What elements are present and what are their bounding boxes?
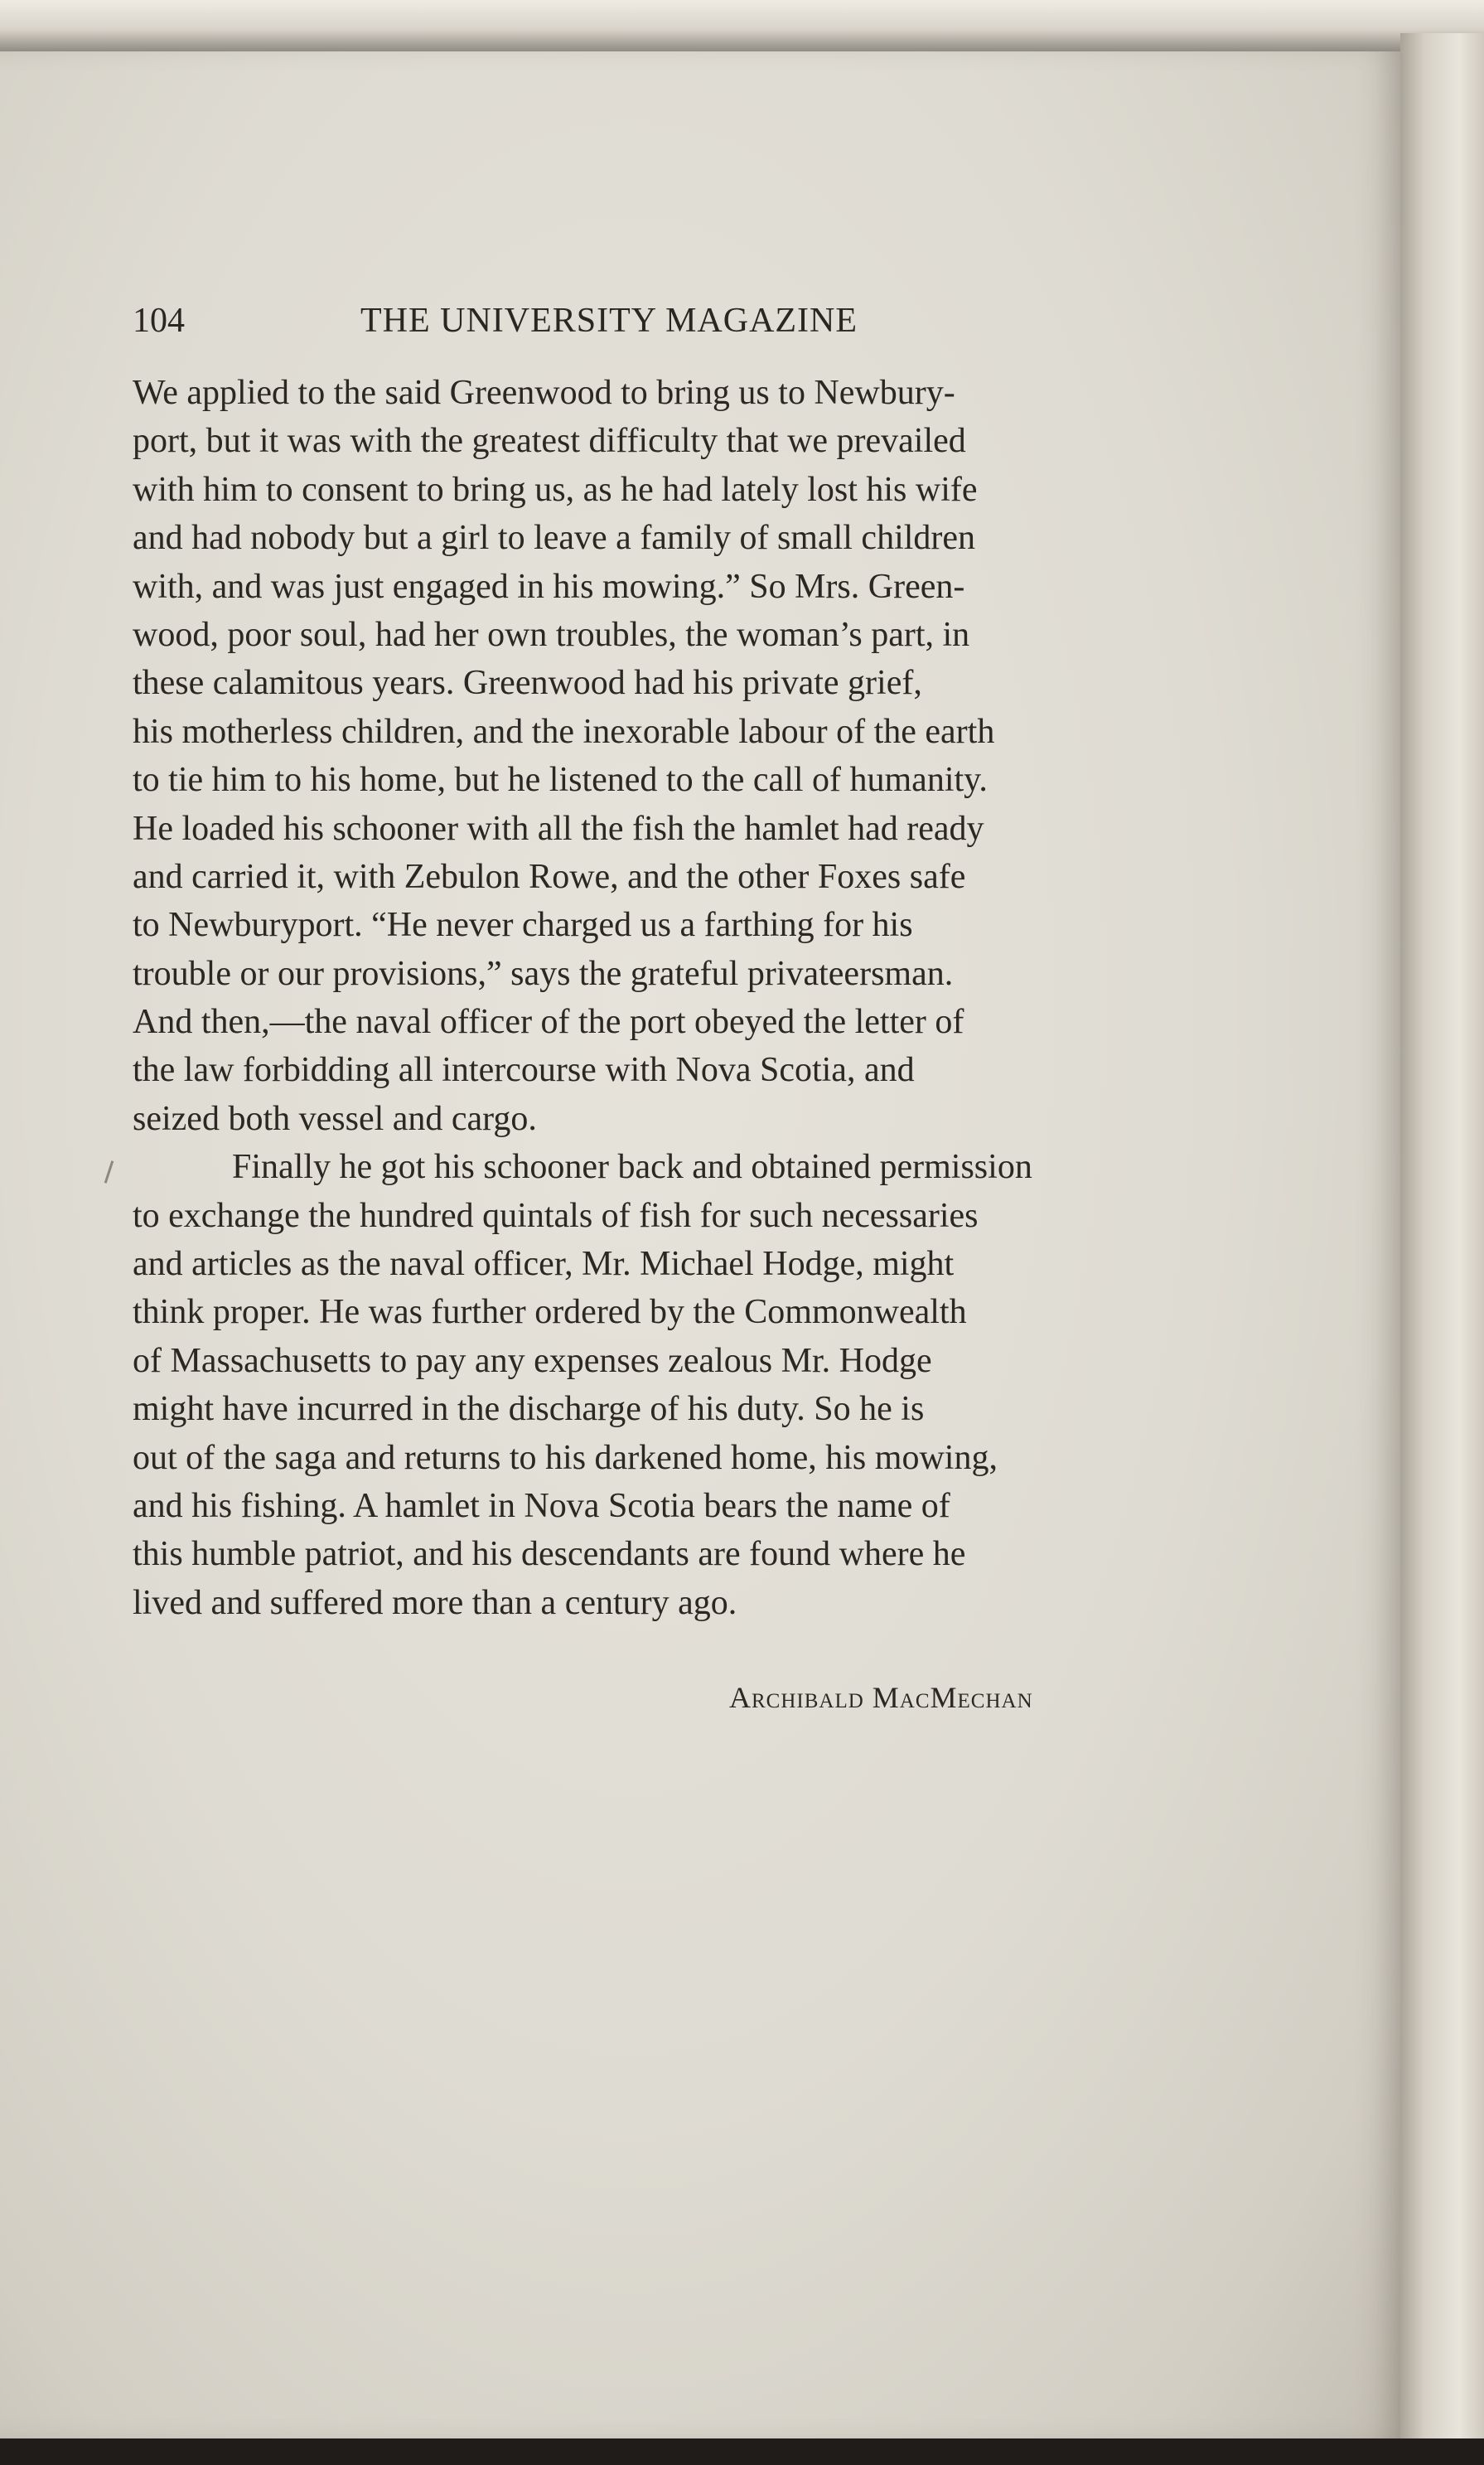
text-line: port, but it was with the greatest difficulty that we prevailed: [133, 422, 966, 461]
author-signature: Archibald MacMechan: [729, 1681, 1033, 1714]
text-line: We applied to the said Greenwood to bring us to Newbury-: [133, 374, 955, 412]
text-line: lived and suffered more than a century ago.: [133, 1583, 737, 1622]
text-line: and his fishing. A hamlet in Nova Scotia bears the name of: [133, 1486, 950, 1525]
text-line: the law forbidding all intercourse with Nova Scotia, and: [133, 1051, 915, 1090]
text-line: with him to consent to bring us, as he had lately lost his wife: [133, 470, 978, 509]
page-header: [133, 292, 1044, 350]
text-line: this humble patriot, and his descendants are found where he: [133, 1535, 966, 1574]
text-line: and had nobody but a girl to leave a family of small children: [133, 519, 976, 558]
text-line: out of the saga and returns to his darkened home, his mowing,: [133, 1438, 998, 1477]
page-number: 104: [133, 302, 185, 340]
text-line: seized both vessel and cargo.: [133, 1099, 537, 1138]
text-line: his motherless children, and the inexorable labour of the earth: [133, 712, 995, 751]
book-bottom-edge: [0, 2438, 1484, 2465]
text-line: think proper. He was further ordered by the Commonwealth: [133, 1293, 967, 1332]
text-line: trouble or our provisions,” says the grateful privateersman.: [133, 954, 954, 993]
text-line: Finally he got his schooner back and obtained permission: [232, 1148, 1032, 1187]
text-line: He loaded his schooner with all the fish the hamlet had ready: [133, 809, 984, 848]
text-line: with, and was just engaged in his mowing.” So Mrs. Green-: [133, 567, 965, 606]
text-line: to tie him to his home, but he listened to the call of humanity.: [133, 761, 988, 800]
text-line: to Newburyport. “He never charged us a farthing for his: [133, 906, 913, 945]
book-page: [0, 51, 1400, 2438]
text-line: And then,—the naval officer of the port obeyed the letter of: [133, 1003, 964, 1042]
text-line: these calamitous years. Greenwood had his private grief,: [133, 664, 922, 703]
text-line: and carried it, with Zebulon Rowe, and the other Foxes safe: [133, 857, 966, 896]
text-line: might have incurred in the discharge of his duty. So he is: [133, 1390, 925, 1429]
text-line: of Massachusetts to pay any expenses zealous Mr. Hodge: [133, 1341, 932, 1380]
running-title: THE UNIVERSITY MAGAZINE: [360, 302, 858, 340]
text-line: and articles as the naval officer, Mr. Michael Hodge, might: [133, 1245, 955, 1284]
pencil-mark: [104, 1160, 114, 1184]
facing-page-edge: [1400, 33, 1484, 2465]
text-line: wood, poor soul, had her own troubles, the woman’s part, in: [133, 615, 970, 654]
text-line: to exchange the hundred quintals of fish for such necessaries: [133, 1196, 979, 1235]
body-text: [133, 369, 1342, 1627]
